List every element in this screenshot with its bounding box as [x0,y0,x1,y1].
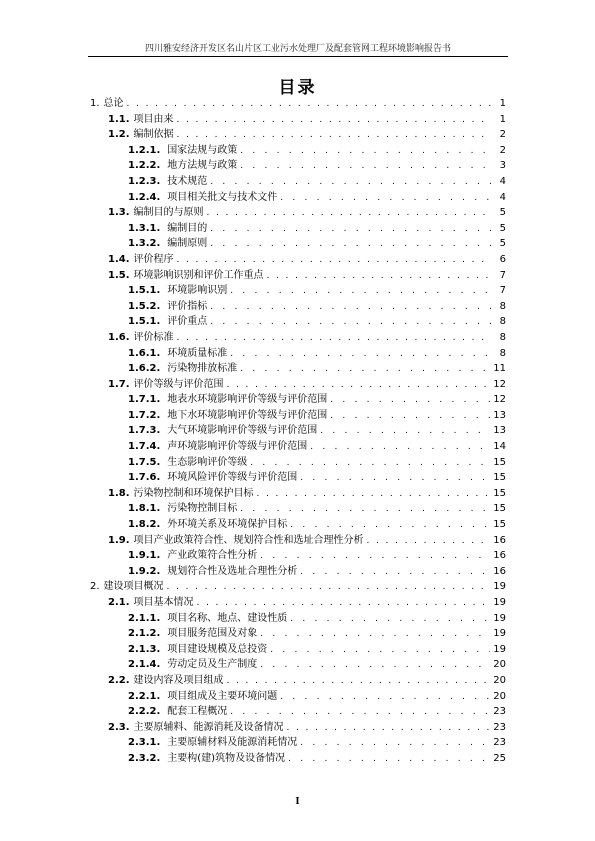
toc-entry-title: 主要原辅料、能源消耗及设备情况 [133,721,284,733]
toc-entry-number: 1.6.2. [128,363,161,375]
page-number: I [295,797,300,807]
toc-entry[interactable] [88,517,506,533]
toc-dot-leader [127,97,491,113]
toc-entry[interactable] [88,626,506,642]
toc-entry[interactable] [88,112,506,128]
toc-entry-title: 规划符合性及选址合理性分析 [167,565,298,577]
toc-entry[interactable] [88,158,506,174]
toc-dot-leader [240,362,490,378]
toc-entry-page: 2 [499,144,506,156]
toc-dot-leader [230,284,491,300]
toc-dot-leader [177,128,491,144]
toc-entry[interactable] [88,486,506,502]
toc-entry-page: 2 [499,129,506,141]
toc-entry-number: 1.6.1. [128,347,161,359]
toc-dot-leader [288,752,490,768]
toc-entry[interactable] [88,377,506,393]
toc-dot-leader [257,487,491,503]
toc-entry-number: 1.9. [108,534,130,546]
toc-entry-number: 1.2. [108,129,130,141]
toc-entry-page: 6 [499,253,506,265]
toc-entry-page: 5 [499,222,506,234]
toc-entry-title: 编制目的 [167,222,208,234]
toc-entry-number: 1.2.4. [128,191,161,203]
toc-entry-page: 13 [493,425,506,437]
toc-entry-page: 15 [493,519,506,531]
toc-entry[interactable] [88,252,506,268]
toc-entry[interactable] [88,408,506,424]
toc-entry-title: 编制目的与原则 [133,207,204,219]
toc-entry[interactable] [88,439,506,455]
toc-dot-leader [290,612,490,628]
toc-entry[interactable] [88,720,506,736]
toc-entry-title: 编制原则 [167,238,208,250]
toc-dot-leader [240,159,491,175]
toc-dot-leader [267,269,491,285]
toc-entry-page: 1 [499,98,506,109]
toc-entry-title: 大气环境影响评价等级与评价范围 [167,425,318,437]
toc-entry-page: 23 [493,737,506,749]
toc-entry-page: 4 [499,175,506,187]
toc-entry-title: 环境风险评价等级与评价范围 [167,472,298,484]
toc-entry-number: 2.1.2. [128,628,161,640]
toc-entry-page: 16 [493,550,506,562]
toc-entry-number: 2.1. [108,597,130,608]
toc-dot-leader [250,456,490,472]
toc-dot-leader [330,393,490,409]
toc-entry[interactable] [88,704,506,720]
toc-entry-title: 评价程序 [133,253,174,265]
toc-entry-number: 1.9.1. [128,550,161,562]
toc-entry[interactable] [88,501,506,517]
toc-entry-number: 1.5.2. [128,300,161,312]
toc-dot-leader [240,144,491,160]
toc-entry-number: 1.5.1. [128,285,161,297]
toc-entry-number: 2.2.2. [128,706,161,718]
toc-entry-title: 污染物排放标准 [167,363,238,375]
toc-dot-leader [260,549,490,565]
toc-entry-number: 1.3. [108,207,130,219]
toc-entry-number: 1.3.2. [128,238,161,250]
toc-entry-title: 评价标准 [133,331,174,343]
toc-entry-title: 地方法规与政策 [167,160,238,172]
toc-entry-page: 19 [493,643,506,655]
toc-entry[interactable] [88,548,506,564]
toc-entry-title: 环境影响识别和评价工作重点 [133,269,264,281]
toc-entry[interactable] [88,283,506,299]
toc-entry[interactable] [88,143,506,159]
toc-dot-leader [280,191,491,207]
toc-entry-title: 评价等级与评价范围 [133,378,224,390]
toc-entry[interactable] [88,346,506,362]
toc-entry-page: 15 [493,456,506,468]
toc-dot-leader [367,534,491,550]
toc-entry-number: 1.7.3. [128,425,161,437]
toc-entry-title: 配套工程概况 [167,706,228,718]
toc-entry-number: 1.8. [108,487,130,499]
toc-entry-title: 地下水环境影响评价等级与评价范围 [167,409,328,421]
toc-entry[interactable] [88,268,506,284]
toc-dot-leader [167,580,491,596]
toc-entry-title: 建设内容及项目组成 [133,674,224,686]
toc-entry-number: 1. [90,98,100,109]
toc-entry-title: 主要原辅材料及能源消耗情况 [167,737,298,749]
toc-entry-title: 总论 [103,98,124,109]
toc-entry-page: 25 [493,752,506,764]
toc-entry-page: 19 [493,581,506,593]
toc-dot-leader [210,315,491,331]
toc-entry-page: 12 [493,394,506,406]
toc-dot-leader [227,378,491,394]
toc-entry-number: 1.7.1. [128,394,161,406]
toc-entry-title: 项目相关批文与技术文件 [167,191,278,203]
toc-entry-title: 技术规范 [167,175,208,187]
toc-entry-page: 1 [499,113,506,125]
toc-entry-number: 2.3.1. [128,737,161,749]
toc-entry-number: 1.1. [108,113,130,125]
toc-entry-title: 环境影响识别 [167,285,228,297]
toc-entry-number: 1.4. [108,253,130,265]
toc-entry-page: 8 [499,316,506,328]
toc-dot-leader [260,658,490,674]
toc-dot-leader [207,206,491,222]
toc-entry-page: 23 [493,721,506,733]
toc-entry-title: 评价重点 [167,316,208,328]
toc-entry-number: 2.3.2. [128,752,161,764]
toc-entry[interactable] [88,657,506,673]
toc-entry-number: 1.7. [108,378,130,390]
toc-entry[interactable] [88,127,506,143]
toc-dot-leader [230,347,491,363]
toc-entry-page: 13 [493,409,506,421]
toc-dot-leader [300,736,490,752]
toc-dot-leader [300,565,490,581]
toc-entry-title: 声环境影响评价等级与评价范围 [167,441,308,453]
toc-entry-number: 1.7.5. [128,456,161,468]
toc-entry-page: 7 [499,269,506,281]
toc-entry-page: 14 [493,441,506,453]
toc-entry-number: 1.8.2. [128,519,161,531]
toc-entry-title: 环境质量标准 [167,347,228,359]
toc-dot-leader [210,237,491,253]
toc-entry-page: 8 [499,347,506,359]
toc-entry[interactable] [88,735,506,751]
toc-entry-page: 19 [493,628,506,640]
toc-entry-title: 主要构(建)筑物及设备情况 [167,752,286,764]
toc-dot-leader [240,502,490,518]
toc-entry-title: 外环境关系及环境保护目标 [167,519,288,531]
toc-entry-number: 1.7.4. [128,441,161,453]
toc-entry-page: 12 [493,378,506,390]
toc-entry-number: 2.1.3. [128,643,161,655]
toc-entry[interactable] [88,673,506,689]
toc-dot-leader [270,643,490,659]
toc-entry-number: 1.7.2. [128,409,161,421]
toc-entry[interactable] [88,330,506,346]
toc-dot-leader [300,471,490,487]
toc-entry[interactable] [88,579,506,595]
toc-entry-number: 1.2.1. [128,144,161,156]
toc-entry-page: 19 [493,597,506,608]
toc-dot-leader [177,331,491,347]
toc-dot-leader [210,175,491,191]
toc-entry-title: 产业政策符合性分析 [167,550,258,562]
toc-entry-page: 5 [499,238,506,250]
page-header: 四川雅安经济开发区名山片区工业污水处理厂及配套管网工程环境影响报告书 [144,44,451,54]
header-rule [88,56,508,57]
toc-entry-number: 1.9.2. [128,565,161,577]
toc-entry-page: 15 [493,472,506,484]
toc-entry-number: 1.2.3. [128,175,161,187]
toc-entry-number: 1.5. [108,269,130,281]
toc-entry-page: 15 [493,487,506,499]
toc-entry-title: 污染物控制和环境保护目标 [133,487,254,499]
toc-entry-page: 23 [493,706,506,718]
toc-entry[interactable] [88,314,506,330]
toc-dot-leader [320,424,490,440]
toc-entry-number: 1.6. [108,331,130,343]
toc-entry[interactable] [88,564,506,580]
toc-entry[interactable] [88,423,506,439]
toc-entry[interactable] [88,470,506,486]
toc-dot-leader [177,253,491,269]
toc-entry[interactable] [88,533,506,549]
toc-entry-title: 评价指标 [167,300,208,312]
toc-entry-title: 劳动定员及生产制度 [167,659,258,671]
toc-entry-title: 国家法规与政策 [167,144,238,156]
toc-entry[interactable] [88,392,506,408]
toc-entry-page: 8 [499,331,506,343]
toc-entry[interactable] [88,96,506,112]
toc-entry-number: 2.1.4. [128,659,161,671]
toc-dot-leader [230,705,490,721]
toc-entry-page: 16 [493,534,506,546]
toc-entry-title: 项目服务范围及对象 [167,628,258,640]
toc-entry-title: 生态影响评价等级 [167,456,248,468]
toc-entry[interactable] [88,611,506,627]
toc-entry[interactable] [88,689,506,705]
table-of-contents [88,96,506,767]
toc-entry-page: 4 [499,191,506,203]
toc-dot-leader [310,440,490,456]
toc-dot-leader [280,690,490,706]
toc-dot-leader [227,674,491,690]
toc-entry[interactable] [88,361,506,377]
toc-entry-title: 地表水环境影响评价等级与评价范围 [167,394,328,406]
toc-entry-page: 20 [493,674,506,686]
page-title: 目录 [278,78,317,98]
toc-entry[interactable] [88,595,506,611]
toc-entry-number: 1.3.1. [128,222,161,234]
toc-entry-number: 2.3. [108,721,130,733]
toc-dot-leader [287,721,491,737]
toc-entry-page: 3 [499,160,506,172]
toc-entry[interactable] [88,174,506,190]
toc-entry-number: 1.2.2. [128,160,161,172]
toc-dot-leader [210,222,491,238]
toc-entry-number: 2.1.1. [128,612,161,624]
toc-entry[interactable] [88,751,506,767]
toc-entry-title: 项目产业政策符合性、规划符合性和选址合理性分析 [133,534,364,546]
toc-dot-leader [330,409,490,425]
toc-entry-number: 2.2.1. [128,690,161,702]
toc-entry-title: 项目名称、地点、建设性质 [167,612,288,624]
toc-entry-title: 污染物控制目标 [167,503,238,515]
toc-entry-number: 1.5.1. [128,316,161,328]
toc-dot-leader [197,596,491,612]
toc-entry-page: 11 [493,363,506,375]
toc-dot-leader [260,627,490,643]
toc-entry-page: 20 [493,690,506,702]
toc-entry[interactable] [88,299,506,315]
toc-dot-leader [177,113,491,129]
toc-entry-number: 1.8.1. [128,503,161,515]
toc-entry-title: 建设项目概况 [103,581,164,593]
toc-entry-number: 2.2. [108,674,130,686]
toc-dot-leader [210,300,491,316]
toc-entry-number: 2. [90,581,100,593]
toc-entry[interactable] [88,236,506,252]
toc-entry-page: 19 [493,612,506,624]
toc-entry-title: 项目组成及主要环境问题 [167,690,278,702]
toc-entry-title: 项目建设规模及总投资 [167,643,268,655]
toc-entry-title: 编制依据 [133,129,174,141]
toc-entry-title: 项目由来 [133,113,174,125]
toc-dot-leader [290,518,490,534]
toc-entry-number: 1.7.6. [128,472,161,484]
toc-entry[interactable] [88,455,506,471]
toc-entry[interactable] [88,205,506,221]
toc-entry-title: 项目基本情况 [133,597,194,608]
toc-entry[interactable] [88,642,506,658]
toc-entry[interactable] [88,221,506,237]
toc-entry-page: 5 [499,207,506,219]
toc-entry[interactable] [88,190,506,206]
toc-entry-page: 20 [493,659,506,671]
toc-entry-page: 16 [493,565,506,577]
toc-entry-page: 8 [499,300,506,312]
toc-entry-page: 15 [493,503,506,515]
toc-entry-page: 7 [499,285,506,297]
